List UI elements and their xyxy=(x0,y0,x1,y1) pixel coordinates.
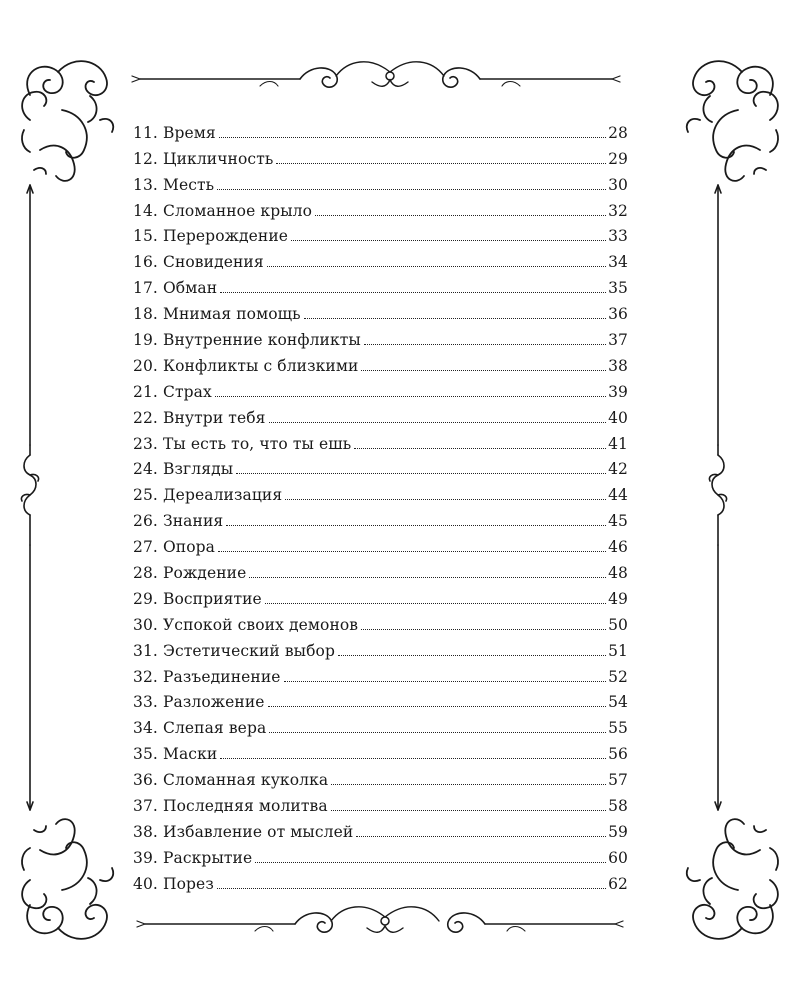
bottom-flourish-divider-icon xyxy=(137,907,623,932)
toc-entry-title: Дереализация xyxy=(162,486,283,505)
toc-dot-leader xyxy=(265,602,606,604)
toc-entry-title: Знания xyxy=(162,512,224,531)
toc-dot-leader xyxy=(217,188,606,190)
toc-entry-title: Маски xyxy=(162,745,218,764)
toc-dot-leader xyxy=(356,835,606,837)
toc-entry[interactable] xyxy=(133,168,628,194)
toc-dot-leader xyxy=(354,447,606,449)
toc-entry-page-number: 60 xyxy=(608,848,628,867)
toc-dot-leader xyxy=(361,369,606,371)
toc-entry-title: Опора xyxy=(162,538,216,557)
toc-entry[interactable] xyxy=(133,323,628,349)
corner-ornament-top-left-icon xyxy=(22,61,113,181)
toc-dot-leader xyxy=(331,783,606,785)
toc-dot-leader xyxy=(236,472,606,474)
toc-entry-number: 29. xyxy=(133,589,158,608)
toc-entry-number: 20. xyxy=(133,356,158,375)
toc-entry-number: 22. xyxy=(133,408,158,427)
toc-entry[interactable] xyxy=(133,582,628,608)
toc-entry-number: 28. xyxy=(133,564,158,583)
toc-entry[interactable] xyxy=(133,349,628,375)
corner-ornament-bottom-right-icon xyxy=(687,819,778,939)
toc-entry[interactable] xyxy=(133,297,628,323)
toc-entry[interactable] xyxy=(133,530,628,556)
toc-entry[interactable] xyxy=(133,194,628,220)
toc-entry-title: Эстетический выбор xyxy=(162,641,336,660)
toc-entry-title: Цикличность xyxy=(162,149,274,168)
right-side-scroll-ornament-icon xyxy=(709,445,726,545)
toc-entry-title: Внутри тебя xyxy=(162,408,266,427)
toc-dot-leader xyxy=(331,809,606,811)
toc-entry[interactable] xyxy=(133,245,628,271)
toc-entry-number: 36. xyxy=(133,771,158,790)
toc-entry-title: Обман xyxy=(162,279,218,298)
toc-dot-leader xyxy=(268,705,607,707)
toc-entry[interactable] xyxy=(133,634,628,660)
toc-entry-title: Избавление от мыслей xyxy=(162,822,354,841)
toc-entry-page-number: 59 xyxy=(608,822,628,841)
toc-entry[interactable] xyxy=(133,220,628,246)
toc-entry-number: 17. xyxy=(133,279,158,298)
toc-entry[interactable] xyxy=(133,660,628,686)
toc-entry-number: 32. xyxy=(133,667,158,686)
toc-entry-number: 39. xyxy=(133,848,158,867)
table-of-contents xyxy=(133,116,628,893)
toc-entry[interactable] xyxy=(133,116,628,142)
toc-entry-title: Сломанная куколка xyxy=(162,771,329,790)
toc-entry-title: Последняя молитва xyxy=(162,797,328,816)
toc-entry[interactable] xyxy=(133,815,628,841)
toc-entry-title: Сновидения xyxy=(162,253,264,272)
toc-entry-number: 19. xyxy=(133,331,158,350)
top-flourish-divider-icon xyxy=(132,62,620,87)
toc-entry-number: 38. xyxy=(133,822,158,841)
toc-dot-leader xyxy=(269,421,607,423)
toc-dot-leader xyxy=(226,524,606,526)
toc-entry-number: 31. xyxy=(133,641,158,660)
toc-entry-title: Разложение xyxy=(162,693,265,712)
toc-dot-leader xyxy=(276,162,606,164)
toc-entry[interactable] xyxy=(133,841,628,867)
toc-entry-number: 13. xyxy=(133,175,158,194)
toc-entry[interactable] xyxy=(133,608,628,634)
toc-entry-title: Конфликты с близкими xyxy=(162,356,359,375)
toc-dot-leader xyxy=(217,887,606,889)
toc-dot-leader xyxy=(255,861,606,863)
toc-entry-title: Восприятие xyxy=(162,589,262,608)
toc-entry-number: 35. xyxy=(133,745,158,764)
toc-entry[interactable] xyxy=(133,427,628,453)
toc-entry[interactable] xyxy=(133,686,628,712)
toc-dot-leader xyxy=(284,680,607,682)
toc-entry[interactable] xyxy=(133,737,628,763)
toc-entry-page-number: 56 xyxy=(608,745,628,764)
toc-entry-title: Успокой своих демонов xyxy=(162,615,359,634)
toc-entry-page-number: 40 xyxy=(608,408,628,427)
toc-entry[interactable] xyxy=(133,142,628,168)
toc-dot-leader xyxy=(304,317,606,319)
toc-entry-title: Внутренние конфликты xyxy=(162,331,361,350)
toc-entry-title: Перерождение xyxy=(162,227,289,246)
toc-dot-leader xyxy=(338,654,606,656)
toc-dot-leader xyxy=(361,628,606,630)
toc-entry-number: 40. xyxy=(133,874,158,893)
toc-entry-page-number: 29 xyxy=(608,149,628,168)
toc-entry-number: 14. xyxy=(133,201,158,220)
toc-entry-page-number: 52 xyxy=(608,667,628,686)
toc-entry-page-number: 48 xyxy=(608,564,628,583)
toc-entry-number: 26. xyxy=(133,512,158,531)
toc-entry-page-number: 38 xyxy=(608,356,628,375)
toc-entry[interactable] xyxy=(133,867,628,893)
toc-entry-page-number: 37 xyxy=(608,331,628,350)
toc-entry-title: Страх xyxy=(162,382,212,401)
toc-entry-page-number: 46 xyxy=(608,538,628,557)
toc-entry-page-number: 28 xyxy=(608,123,628,142)
toc-entry-title: Ты есть то, что ты ешь xyxy=(162,434,352,453)
toc-dot-leader xyxy=(269,731,606,733)
toc-entry-title: Сломанное крыло xyxy=(162,201,313,220)
toc-dot-leader xyxy=(220,291,606,293)
toc-entry-number: 34. xyxy=(133,719,158,738)
toc-entry-title: Слепая вера xyxy=(162,719,267,738)
toc-dot-leader xyxy=(219,136,606,138)
toc-entry-title: Раскрытие xyxy=(162,848,253,867)
toc-entry-page-number: 62 xyxy=(608,874,628,893)
toc-entry[interactable] xyxy=(133,789,628,815)
toc-entry-number: 16. xyxy=(133,253,158,272)
toc-dot-leader xyxy=(291,239,606,241)
toc-entry-title: Взгляды xyxy=(162,460,234,479)
toc-entry-number: 15. xyxy=(133,227,158,246)
toc-entry-page-number: 42 xyxy=(608,460,628,479)
toc-dot-leader xyxy=(218,550,606,552)
toc-dot-leader xyxy=(267,265,606,267)
left-side-scroll-ornament-icon xyxy=(21,445,38,545)
toc-entry-number: 12. xyxy=(133,149,158,168)
toc-entry-page-number: 32 xyxy=(608,201,628,220)
toc-dot-leader xyxy=(364,343,606,345)
toc-entry-page-number: 54 xyxy=(608,693,628,712)
toc-entry-title: Месть xyxy=(162,175,215,194)
toc-entry[interactable] xyxy=(133,478,628,504)
toc-entry-page-number: 45 xyxy=(608,512,628,531)
toc-entry[interactable] xyxy=(133,556,628,582)
toc-entry-number: 23. xyxy=(133,434,158,453)
toc-entry[interactable] xyxy=(133,504,628,530)
toc-entry-page-number: 35 xyxy=(608,279,628,298)
toc-entry-number: 18. xyxy=(133,305,158,324)
corner-ornament-bottom-left-icon xyxy=(22,819,113,939)
toc-entry-number: 37. xyxy=(133,797,158,816)
toc-entry-page-number: 39 xyxy=(608,382,628,401)
corner-ornament-top-right-icon xyxy=(687,61,778,181)
toc-entry[interactable] xyxy=(133,271,628,297)
toc-entry-page-number: 36 xyxy=(608,305,628,324)
toc-entry-title: Мнимая помощь xyxy=(162,305,301,324)
toc-entry-page-number: 30 xyxy=(608,175,628,194)
toc-dot-leader xyxy=(315,214,606,216)
toc-entry-page-number: 34 xyxy=(608,253,628,272)
toc-entry-page-number: 57 xyxy=(608,771,628,790)
toc-dot-leader xyxy=(285,498,606,500)
toc-entry-number: 30. xyxy=(133,615,158,634)
toc-entry-title: Рождение xyxy=(162,564,247,583)
toc-entry-number: 33. xyxy=(133,693,158,712)
toc-entry-title: Порез xyxy=(162,874,214,893)
toc-entry[interactable] xyxy=(133,401,628,427)
toc-entry-title: Разъединение xyxy=(162,667,281,686)
toc-entry-page-number: 49 xyxy=(608,589,628,608)
toc-entry-number: 11. xyxy=(133,123,158,142)
toc-entry-page-number: 41 xyxy=(608,434,628,453)
toc-entry-page-number: 50 xyxy=(608,615,628,634)
toc-entry-number: 24. xyxy=(133,460,158,479)
toc-entry[interactable] xyxy=(133,763,628,789)
toc-entry-title: Время xyxy=(162,123,216,142)
toc-dot-leader xyxy=(249,576,606,578)
toc-entry-page-number: 44 xyxy=(608,486,628,505)
toc-dot-leader xyxy=(220,757,606,759)
toc-entry-number: 25. xyxy=(133,486,158,505)
toc-entry-page-number: 33 xyxy=(608,227,628,246)
toc-entry-page-number: 58 xyxy=(608,797,628,816)
toc-entry[interactable] xyxy=(133,453,628,479)
toc-dot-leader xyxy=(215,395,606,397)
toc-entry-page-number: 51 xyxy=(608,641,628,660)
toc-entry-number: 27. xyxy=(133,538,158,557)
toc-entry-number: 21. xyxy=(133,382,158,401)
toc-entry[interactable] xyxy=(133,375,628,401)
toc-entry-page-number: 55 xyxy=(608,719,628,738)
toc-entry[interactable] xyxy=(133,711,628,737)
